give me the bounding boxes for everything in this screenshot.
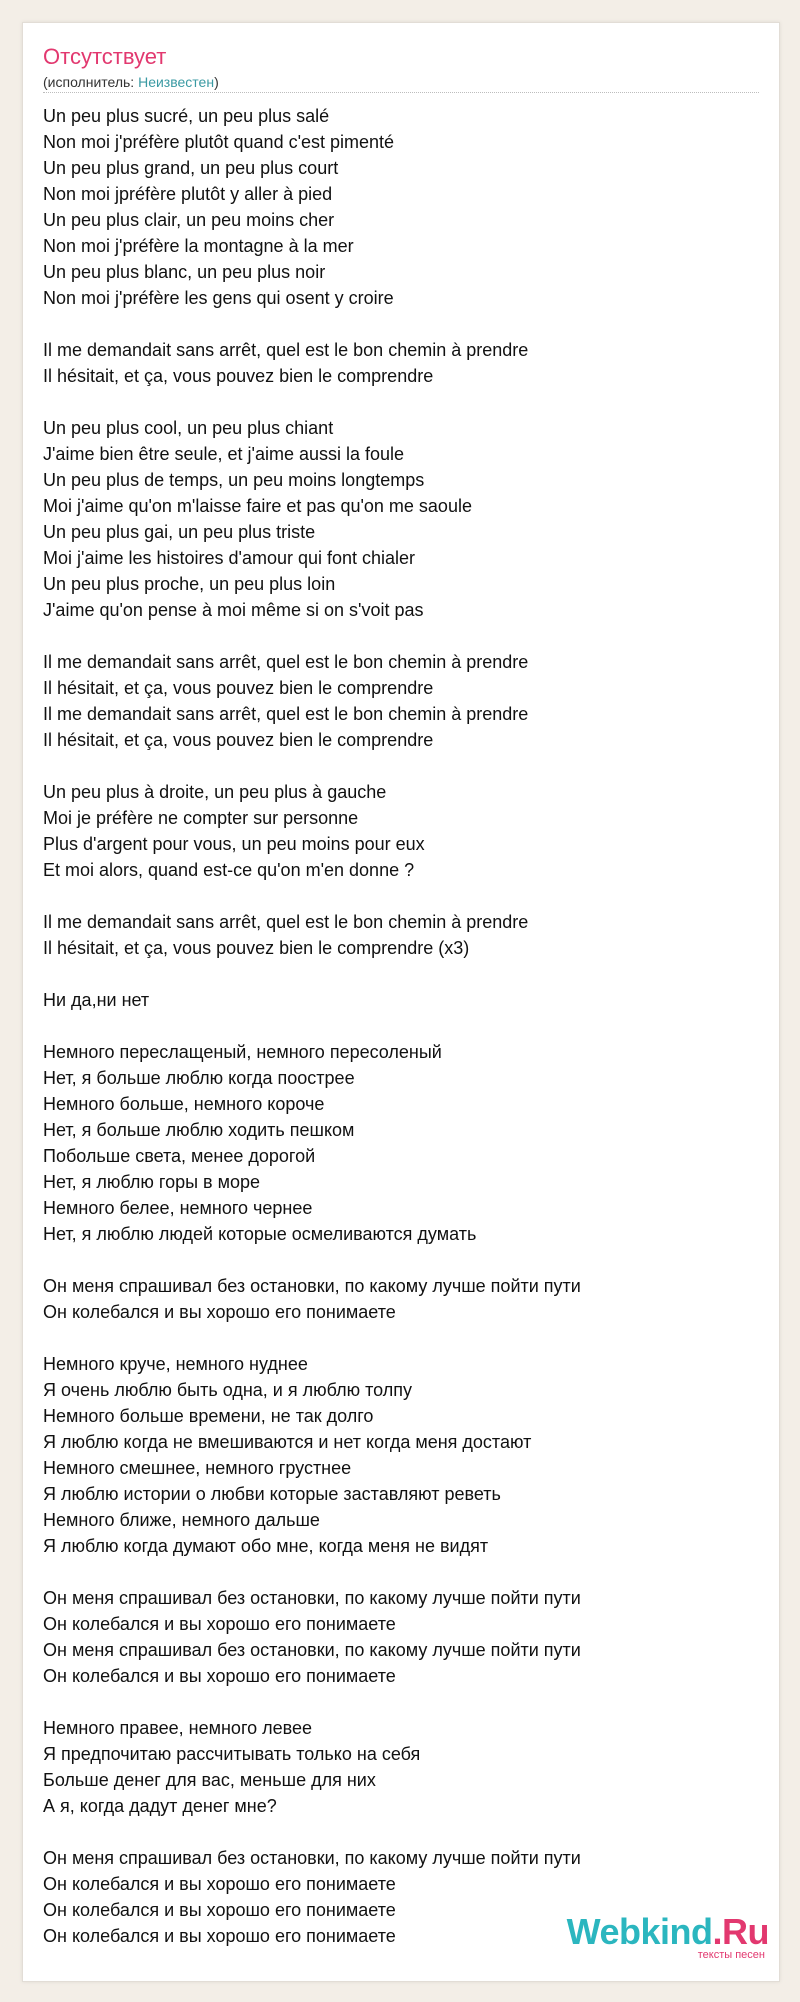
lyric-line: Il me demandait sans arrêt, quel est le bon chemin à prendre	[43, 340, 529, 360]
site-logo[interactable]	[567, 1911, 769, 1961]
lyric-line: Немного смешнее, немного грустнее	[43, 1458, 352, 1478]
lyric-line: Non moi j'préfère la montagne à la mer	[43, 236, 354, 256]
lyric-line: Non moi j'préfère les gens qui osent y croire	[43, 288, 394, 308]
stanza-gap	[43, 883, 759, 909]
lyric-line: Побольше света, менее дорогой	[43, 1146, 316, 1166]
lyric-line: Я люблю когда не вмешиваются и нет когда меня достают	[43, 1432, 532, 1452]
lyric-line: Moi j'aime qu'on m'laisse faire et pas qu'on me saoule	[43, 496, 472, 516]
lyric-line: Он меня спрашивал без остановки, по какому лучше пойти пути	[43, 1588, 581, 1608]
lyric-line: Немного ближе, немного дальше	[43, 1510, 320, 1530]
title-divider	[43, 92, 759, 93]
lyric-line: Немного больше, немного короче	[43, 1094, 325, 1114]
lyric-line: Moi j'aime les histoires d'amour qui font chialer	[43, 548, 416, 568]
lyric-line: Non moi j'préfère plutôt quand c'est pimenté	[43, 132, 395, 152]
lyric-line: Ни да,ни нет	[43, 990, 150, 1010]
lyric-line: Немного больше времени, не так долго	[43, 1406, 374, 1426]
stanza-gap	[43, 1325, 759, 1351]
stanza-gap	[43, 1559, 759, 1585]
lyric-line: J'aime qu'on pense à moi même si on s'voit pas	[43, 600, 424, 620]
lyric-line: Il me demandait sans arrêt, quel est le bon chemin à prendre	[43, 652, 529, 672]
stanza-gap	[43, 1247, 759, 1273]
stanza-gap	[43, 753, 759, 779]
lyric-line: Moi je préfère ne compter sur personne	[43, 808, 359, 828]
stanza-gap	[43, 961, 759, 987]
lyric-line: Un peu plus grand, un peu plus court	[43, 158, 339, 178]
stanza-gap	[43, 1819, 759, 1845]
stanza-gap	[43, 623, 759, 649]
logo-name: Webkind	[566, 1911, 713, 1952]
lyric-line: Il hésitait, et ça, vous pouvez bien le comprendre	[43, 366, 434, 386]
lyric-line: J'aime bien être seule, et j'aime aussi la foule	[43, 444, 405, 464]
lyric-line: Il hésitait, et ça, vous pouvez bien le comprendre	[43, 730, 434, 750]
lyric-line: Il hésitait, et ça, vous pouvez bien le comprendre	[43, 678, 434, 698]
lyric-line: Немного правее, немного левее	[43, 1718, 313, 1738]
lyric-line: Нет, я больше люблю когда поострее	[43, 1068, 355, 1088]
lyric-line: Нет, я люблю людей которые осмеливаются думать	[43, 1224, 477, 1244]
lyric-line: Больше денег для вас, меньше для них	[43, 1770, 376, 1790]
lyric-line: Он меня спрашивал без остановки, по какому лучше пойти пути	[43, 1640, 581, 1660]
lyric-line: Il me demandait sans arrêt, quel est le bon chemin à prendre	[43, 704, 529, 724]
lyrics-body	[43, 103, 759, 1949]
lyric-line: Я предпочитаю рассчитывать только на себя	[43, 1744, 421, 1764]
lyric-line: Plus d'argent pour vous, un peu moins pour eux	[43, 834, 425, 854]
lyric-line: Un peu plus proche, un peu plus loin	[43, 574, 336, 594]
lyric-line: Он колебался и вы хорошо его понимаете	[43, 1874, 396, 1894]
lyric-line: Il hésitait, et ça, vous pouvez bien le comprendre (x3)	[43, 938, 470, 958]
lyric-line: Немного белее, немного чернее	[43, 1198, 313, 1218]
lyric-line: Я люблю истории о любви которые заставляют реветь	[43, 1484, 501, 1504]
stanza-gap	[43, 311, 759, 337]
lyric-line: Et moi alors, quand est-ce qu'on m'en donne ?	[43, 860, 415, 880]
lyric-line: Он колебался и вы хорошо его понимаете	[43, 1900, 396, 1920]
stanza-gap	[43, 1013, 759, 1039]
artist-suffix: )	[214, 74, 219, 90]
lyric-line: Он меня спрашивал без остановки, по какому лучше пойти пути	[43, 1848, 581, 1868]
lyric-line: Un peu plus de temps, un peu moins longtemps	[43, 470, 425, 490]
lyric-line: Un peu plus clair, un peu moins cher	[43, 210, 335, 230]
lyric-line: Нет, я люблю горы в море	[43, 1172, 261, 1192]
lyric-line: Un peu plus sucré, un peu plus salé	[43, 106, 330, 126]
lyric-line: Он колебался и вы хорошо его понимаете	[43, 1614, 396, 1634]
lyric-line: Он меня спрашивал без остановки, по какому лучше пойти пути	[43, 1276, 581, 1296]
artist-line	[43, 74, 219, 90]
lyric-line: Un peu plus à droite, un peu plus à gauche	[43, 782, 387, 802]
artist-prefix: (исполнитель:	[43, 74, 139, 90]
lyric-line: А я, когда дадут денег мне?	[43, 1796, 277, 1816]
lyric-line: Я люблю когда думают обо мне, когда меня не видят	[43, 1536, 489, 1556]
lyric-line: Нет, я больше люблю ходить пешком	[43, 1120, 355, 1140]
lyric-line: Он колебался и вы хорошо его понимаете	[43, 1302, 396, 1322]
lyric-line: Il me demandait sans arrêt, quel est le bon chemin à prendre	[43, 912, 529, 932]
lyric-line: Un peu plus blanc, un peu plus noir	[43, 262, 326, 282]
logo-tagline: тексты песен	[697, 1949, 765, 1961]
artist-link[interactable]: Неизвестен	[138, 74, 215, 90]
lyric-line: Non moi jpréfère plutôt y aller à pied	[43, 184, 333, 204]
lyric-line: Un peu plus cool, un peu plus chiant	[43, 418, 334, 438]
stanza-gap	[43, 1689, 759, 1715]
lyrics-card	[22, 22, 780, 1982]
song-title: Отсутствует	[43, 44, 167, 69]
lyric-line: Un peu plus gai, un peu plus triste	[43, 522, 316, 542]
logo-tld: .Ru	[712, 1911, 769, 1952]
lyric-line: Немного круче, немного нуднее	[43, 1354, 308, 1374]
lyric-line: Он колебался и вы хорошо его понимаете	[43, 1926, 396, 1946]
lyric-line: Он колебался и вы хорошо его понимаете	[43, 1666, 396, 1686]
lyric-line: Немного переслащеный, немного пересоленый	[43, 1042, 442, 1062]
stanza-gap	[43, 389, 759, 415]
lyric-line: Я очень люблю быть одна, и я люблю толпу	[43, 1380, 412, 1400]
